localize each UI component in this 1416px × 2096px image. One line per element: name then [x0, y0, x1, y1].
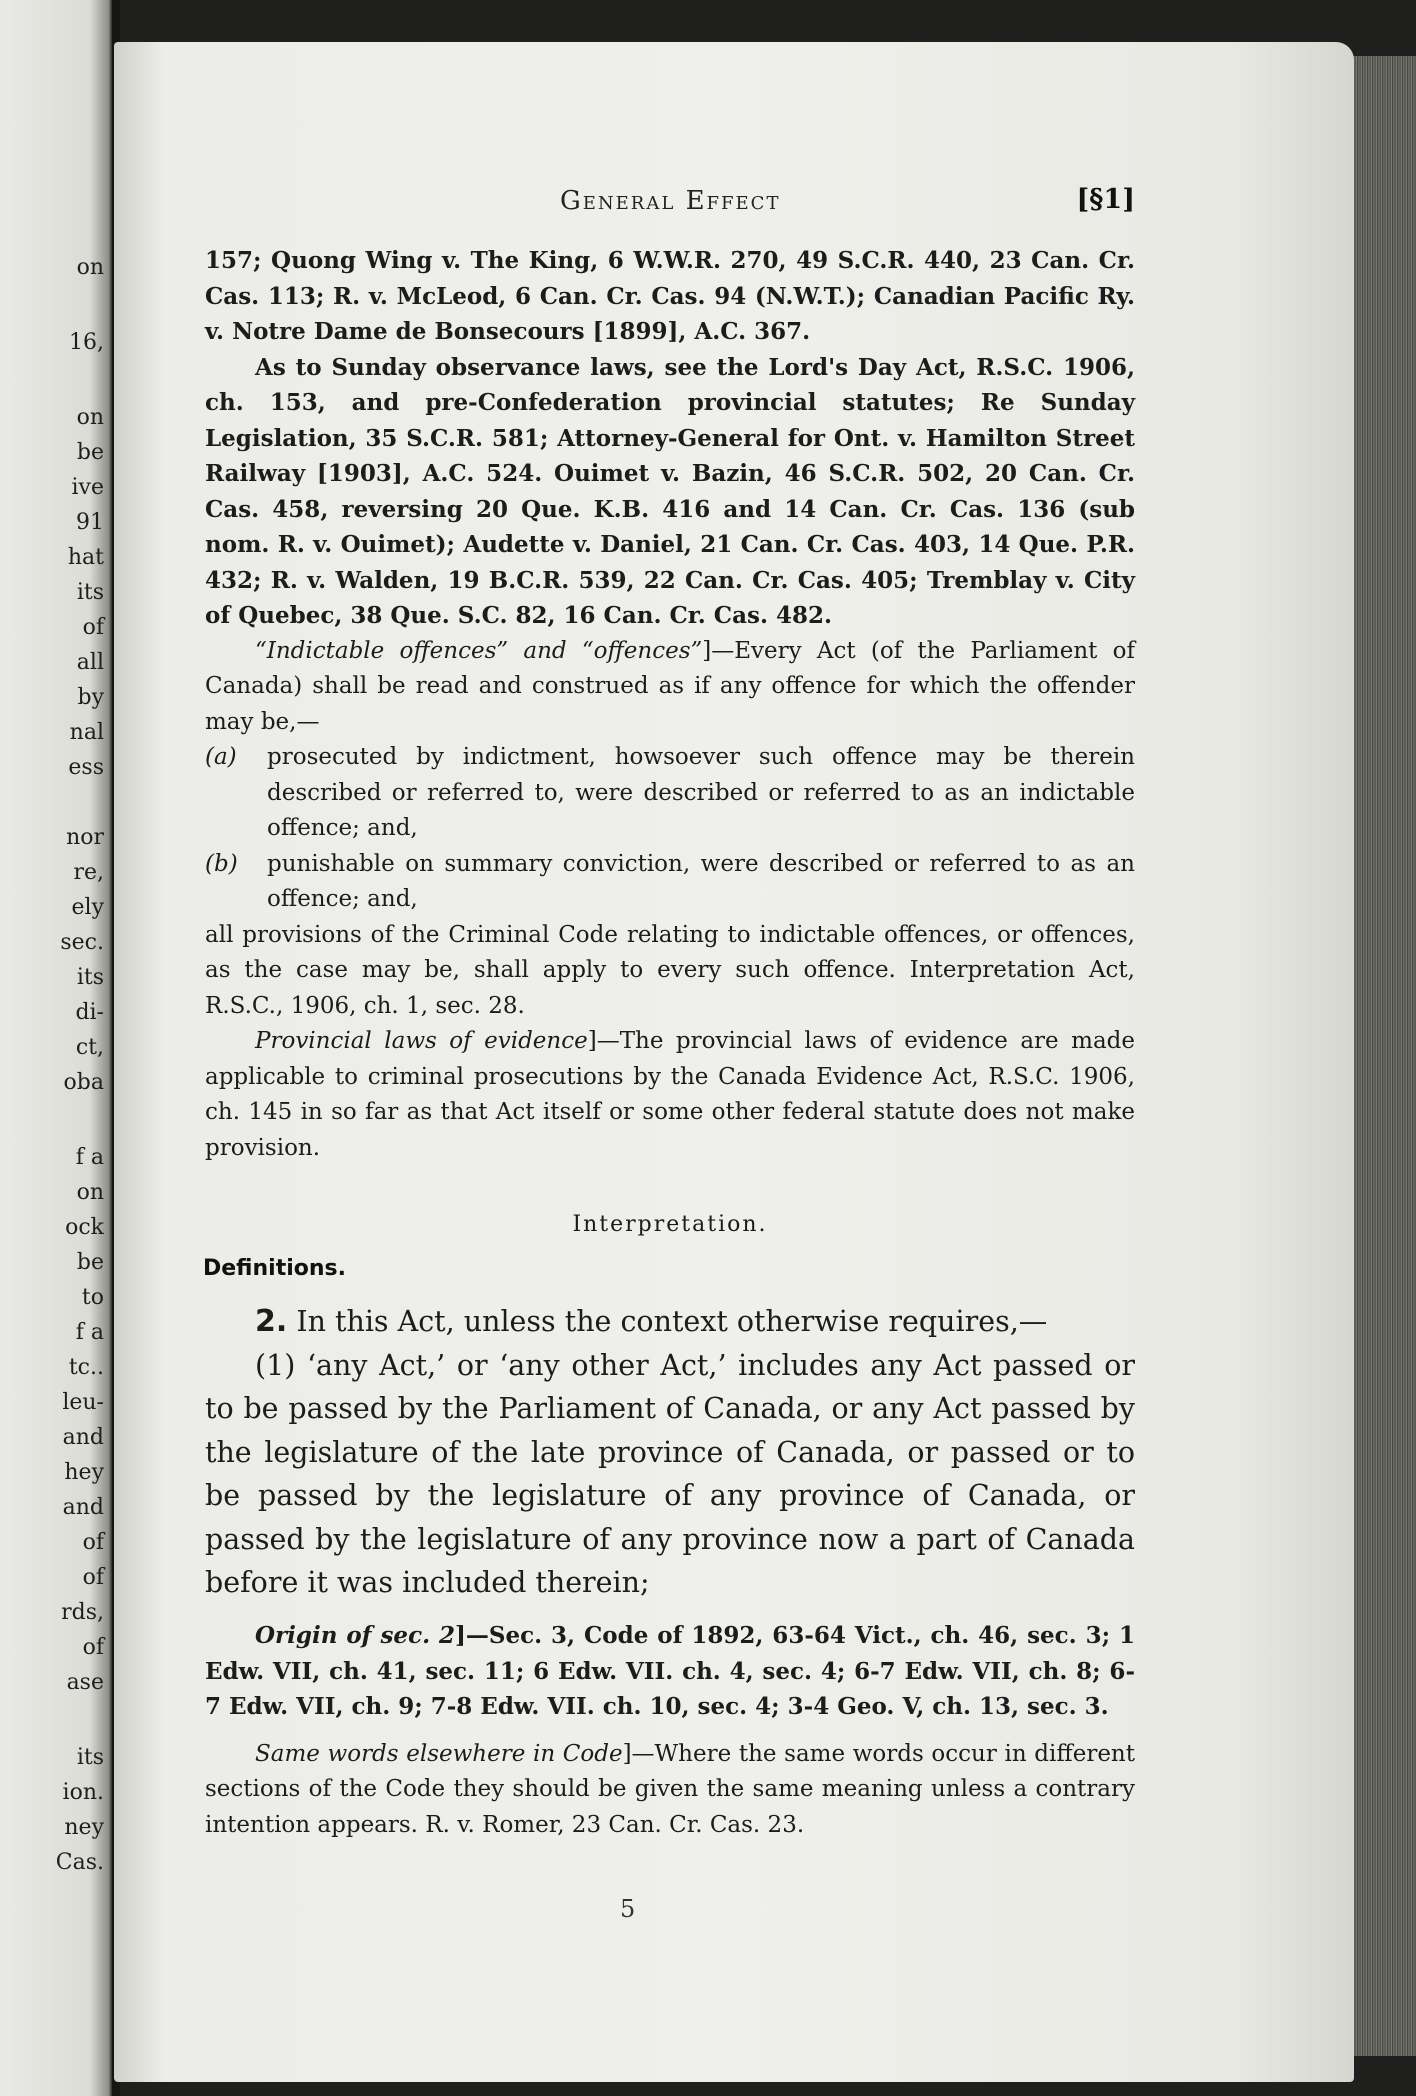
indictable-paragraph	[205, 634, 1135, 741]
facing-page-fragment: to	[81, 1285, 104, 1310]
origin-paragraph	[205, 1618, 1135, 1725]
section-2-intro-text: In this Act, unless the context otherwise requires,—	[287, 1305, 1048, 1338]
facing-page-fragment: f a	[75, 1145, 104, 1170]
evidence-text: ]—The provincial laws of evidence are made applicable to criminal prosecutions by the Canada Evidence Act, R.S.C. 1906, ch. 145 in so far as that Act itself or some other federal statute does not make provision.	[205, 1028, 1135, 1161]
section-mark: [§1]	[1076, 184, 1135, 215]
indictable-intro: ]—Every Act (of the Parliament of Canada) shall be read and construed as if any offence for which the offender may be,—	[205, 637, 1135, 735]
same-words-paragraph	[205, 1737, 1135, 1844]
facing-page-fragment: be	[76, 1250, 104, 1275]
page-header	[205, 182, 1135, 222]
facing-page-fragment: of	[82, 1565, 104, 1590]
facing-page-fragment: and	[62, 1495, 104, 1520]
list-label-a: (a)	[205, 744, 237, 770]
facing-page-fragment: and	[62, 1425, 104, 1450]
facing-page-fragment: rds,	[61, 1600, 104, 1625]
running-head: General Effect	[560, 186, 781, 216]
facing-page-fragment: by	[77, 685, 104, 710]
list-item-b	[205, 847, 1135, 918]
citations-paragraph: 157; Quong Wing v. The King, 6 W.W.R. 270, 49 S.C.R. 440, 23 Can. Cr. Cas. 113; R. v. McLeod, 6 Can. Cr. Cas. 94 (N.W.T.); Canadian Pacific Ry. v. Notre Dame de Bonsecours [1899], A.C. 367.	[205, 247, 1135, 345]
facing-page-fragment: on	[76, 1180, 104, 1205]
indictable-heading: “Indictable offences” and “offences”	[255, 637, 703, 664]
facing-page-fragment: nor	[66, 825, 104, 850]
same-words-heading: Same words elsewhere in Code	[255, 1740, 623, 1767]
facing-page-fragment: hat	[67, 545, 104, 570]
facing-page-fragment: its	[76, 965, 104, 990]
list-item-a	[205, 740, 1135, 847]
facing-page-fragment: ely	[71, 895, 104, 920]
facing-page-fragment: ock	[65, 1215, 104, 1240]
section-2-clause-1: (1) ‘any Act,’ or ‘any other Act,’ includes any Act passed or to be passed by the Parliament of Canada, or any Act passed by the legislature of the late province of Canada, or passed or to be passed by the legislature of any province of Canada, or passed by the legislature of any province now a part of Canada before it was included therein;	[205, 1348, 1135, 1599]
facing-page-fragment: ase	[66, 1670, 104, 1695]
evidence-paragraph	[205, 1024, 1135, 1166]
facing-page-fragment: re,	[73, 860, 104, 885]
facing-page-fragment: of	[82, 1530, 104, 1555]
list-label-b: (b)	[205, 850, 238, 877]
facing-page-fragment: on	[76, 255, 104, 280]
facing-page-fragment: all	[76, 650, 104, 675]
commentary-lower	[205, 1618, 1135, 1843]
facing-page-fragment: Cas.	[55, 1850, 104, 1875]
commentary-upper	[205, 243, 1135, 1166]
facing-page-fragment: on	[76, 405, 104, 430]
marginal-note-definitions: Definitions.	[203, 1256, 346, 1281]
facing-page-fragment: hey	[64, 1460, 104, 1485]
indictable-outro: all provisions of the Criminal Code relating to indictable offences, or offences, as the case may be, shall apply to every such offence. Interpretation Act, R.S.C., 1906, ch. 1, sec. 28.	[205, 921, 1135, 1019]
facing-page-fragment: its	[76, 580, 104, 605]
page-number: 5	[620, 1895, 636, 1923]
facing-page-fragment: leu-	[62, 1390, 104, 1415]
facing-page-fragment: of	[82, 1635, 104, 1660]
facing-page-fragment: di-	[75, 1000, 104, 1025]
statute-text	[205, 1300, 1135, 1605]
same-words-text: ]—Where the same words occur in different sections of the Code they should be given the same meaning unless a contrary intention appears. R. v. Romer, 23 Can. Cr. Cas. 23.	[205, 1740, 1135, 1838]
facing-page-fragment: of	[82, 615, 104, 640]
facing-page-fragment: oba	[63, 1070, 104, 1095]
facing-page-fragment: ct,	[75, 1035, 104, 1060]
facing-page-fragment: be	[76, 440, 104, 465]
facing-page-fragment: its	[76, 1745, 104, 1770]
facing-page-fragment: 16,	[69, 330, 104, 355]
origin-heading: Origin of sec. 2	[255, 1622, 455, 1649]
page-block-edge	[1352, 56, 1416, 2056]
sunday-paragraph: As to Sunday observance laws, see the Lord's Day Act, R.S.C. 1906, ch. 153, and pre-Confederation provincial statutes; Re Sunday Legislation, 35 S.C.R. 581; Attorney-General for Ont. v. Hamilton Street Railway [1903], A.C. 524. Ouimet v. Bazin, 46 S.C.R. 502, 20 Can. Cr. Cas. 458, reversing 20 Que. K.B. 416 and 14 Can. Cr. Cas. 136 (sub nom. R. v. Ouimet); Audette v. Daniel, 21 Can. Cr. Cas. 403, 14 Que. P.R. 432; R. v. Walden, 19 B.C.R. 539, 22 Can. Cr. Cas. 405; Tremblay v. City of Quebec, 38 Que. S.C. 82, 16 Can. Cr. Cas. 482.	[205, 353, 1135, 629]
list-text-a: prosecuted by indictment, howsoever such offence may be therein described or referred to, were described or referred to as an indictable offence; and,	[267, 744, 1135, 841]
facing-page-fragment: ess	[68, 755, 104, 780]
facing-page-fragment: 91	[76, 510, 104, 535]
section-2-intro	[205, 1300, 1135, 1344]
origin-text: ]—Sec. 3, Code of 1892, 63-64 Vict., ch. 46, sec. 3; 1 Edw. VII, ch. 41, sec. 11; 6 Edw. VII. ch. 4, sec. 4; 6-7 Edw. VII, ch. 8; 6-7 Edw. VII, ch. 9; 7-8 Edw. VII. ch. 10, sec. 4; 3-4 Geo. V, ch. 13, sec. 3.	[205, 1622, 1135, 1720]
facing-page-fragment: ney	[64, 1815, 104, 1840]
facing-page-fragment: nal	[69, 720, 104, 745]
list-text-b: punishable on summary conviction, were described or referred to as an offence; and,	[267, 850, 1135, 912]
facing-page-fragment: f a	[75, 1320, 104, 1345]
facing-page-fragment: tc..	[68, 1355, 104, 1380]
facing-page-fragment: sec.	[60, 930, 104, 955]
evidence-heading: Provincial laws of evidence	[255, 1028, 588, 1054]
facing-page-fragment: ion.	[62, 1780, 104, 1805]
facing-page-edge	[0, 0, 112, 2096]
section-number: 2.	[255, 1304, 288, 1339]
section-heading-interpretation: Interpretation.	[572, 1212, 768, 1237]
facing-page-fragment: ive	[71, 475, 104, 500]
